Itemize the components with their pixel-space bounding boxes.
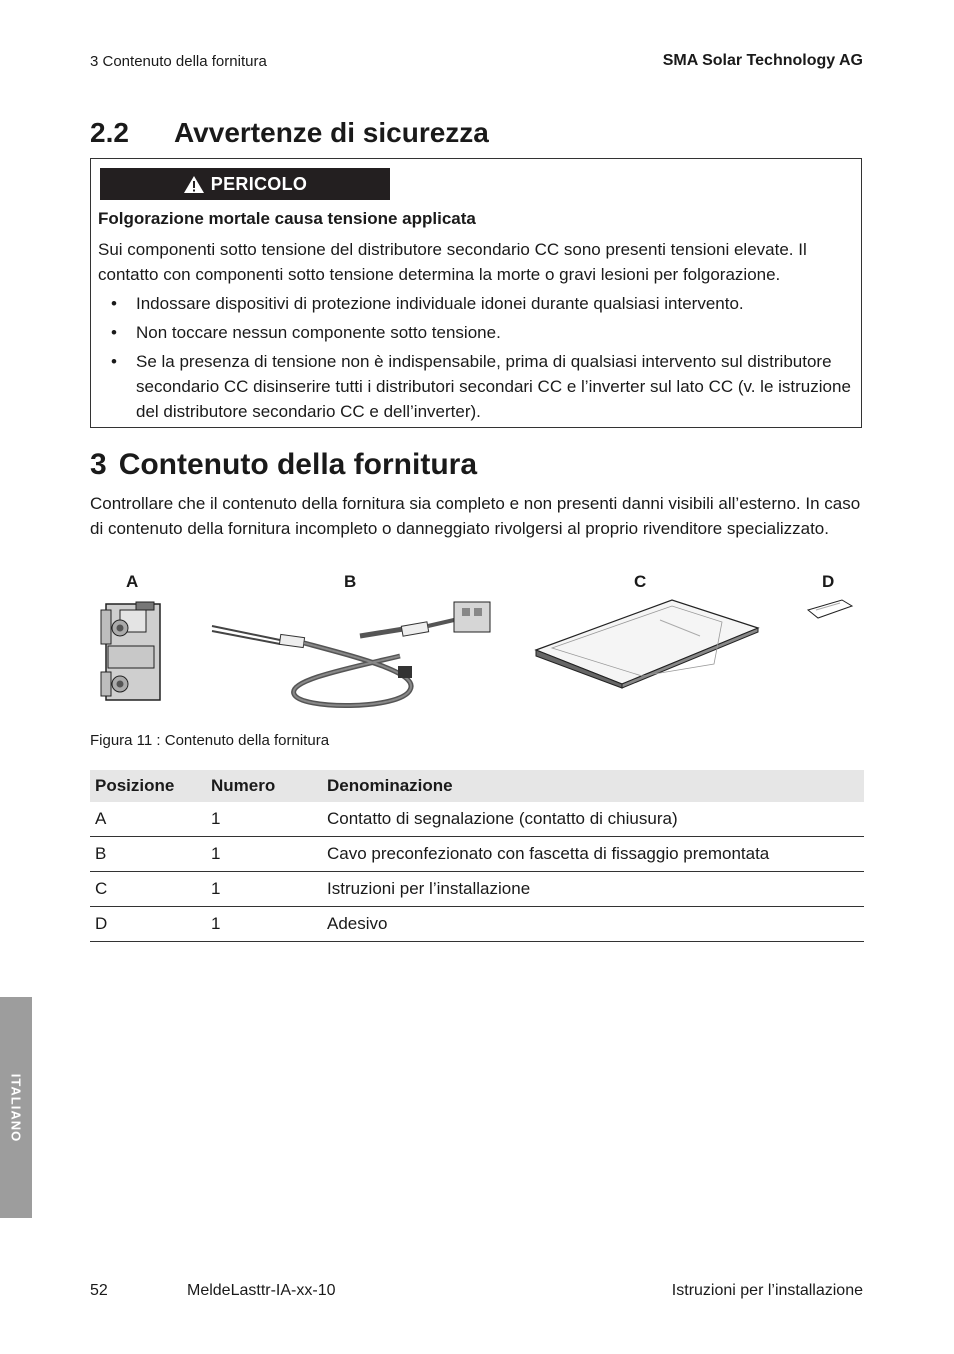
page-number: 52 <box>90 1282 108 1299</box>
section-heading-2-2 <box>90 117 489 149</box>
cell-position: D <box>90 907 206 942</box>
chapter-title: Contenuto della fornitura <box>118 448 478 481</box>
list-item: • Non toccare nessun componente sotto tensione. <box>98 320 853 345</box>
item-c-manual-drawing <box>532 598 764 690</box>
cell-position: B <box>90 837 206 872</box>
language-label: ITALIANO <box>8 1073 24 1142</box>
list-item: • Se la presenza di tensione non è indispensabile, prima di qualsiasi intervento sul distributore secondario CC disinserire tutti i distributori secondari CC e l’inverter sul lato CC (v. le istruzione del distributore secondario CC e dell’inverter). <box>98 349 853 424</box>
cell-description: Cavo preconfezionato con fascetta di fissaggio premontata <box>322 837 864 872</box>
document-type: Istruzioni per l’installazione <box>671 1282 863 1299</box>
warning-text: Sui componenti sotto tensione del distributore secondario CC sono presenti tensioni elevate. Il contatto con componenti sotto tensione determina la morte o gravi lesioni per folgorazione. <box>98 240 807 284</box>
cell-description: Contatto di segnalazione (contatto di chiusura) <box>322 802 864 837</box>
section-number: 2.2 <box>90 117 129 148</box>
intro-paragraph: Controllare che il contenuto della fornitura sia completo e non presenti danni visibili all’esterno. In caso di contenuto della fornitura incompleto o danneggiato rivolgersi al proprio rivenditore specializzato. <box>90 494 861 538</box>
table-row <box>90 872 864 907</box>
chapter-heading-3 <box>90 448 477 482</box>
table-row <box>90 907 864 942</box>
cell-quantity: 1 <box>206 907 322 942</box>
warning-title: Folgorazione mortale causa tensione applicata <box>98 209 476 228</box>
item-b-cable-drawing <box>210 598 500 714</box>
cell-description: Istruzioni per l’installazione <box>322 872 864 907</box>
warning-bullet-list <box>98 291 853 428</box>
running-header-chapter: 3 Contenuto della fornitura <box>90 53 267 70</box>
delivery-contents-table <box>90 770 864 942</box>
cell-quantity: 1 <box>206 837 322 872</box>
figure-label-a: A <box>126 572 139 591</box>
figure-label-c: C <box>634 572 647 591</box>
item-d-sticker-drawing <box>806 598 854 620</box>
document-id: MeldeLasttr-IA-xx-10 <box>187 1282 336 1299</box>
figure-label-b: B <box>344 572 357 591</box>
section-title: Avvertenze di sicurezza <box>174 117 489 148</box>
danger-label-bar <box>100 168 390 200</box>
chapter-number: 3 <box>90 448 107 481</box>
language-side-tab <box>0 997 32 1218</box>
cell-quantity: 1 <box>206 872 322 907</box>
running-header-company: SMA Solar Technology AG <box>662 52 863 69</box>
cell-position: A <box>90 802 206 837</box>
column-header: Posizione <box>90 770 206 802</box>
table-row <box>90 802 864 837</box>
column-header: Denominazione <box>322 770 864 802</box>
figure-caption: Figura 11 : Contenuto della fornitura <box>90 732 330 749</box>
item-a-signal-contact-drawing <box>100 600 164 702</box>
danger-label: PERICOLO <box>210 173 308 194</box>
cell-position: C <box>90 872 206 907</box>
cell-description: Adesivo <box>322 907 864 942</box>
list-item: • Indossare dispositivi di protezione individuale idonei durante qualsiasi intervento. <box>98 291 853 316</box>
column-header: Numero <box>206 770 322 802</box>
table-header-row <box>90 770 864 802</box>
figure-label-d: D <box>822 572 835 591</box>
warning-triangle-icon <box>183 175 205 194</box>
danger-warning-box <box>90 158 862 428</box>
cell-quantity: 1 <box>206 802 322 837</box>
table-row <box>90 837 864 872</box>
